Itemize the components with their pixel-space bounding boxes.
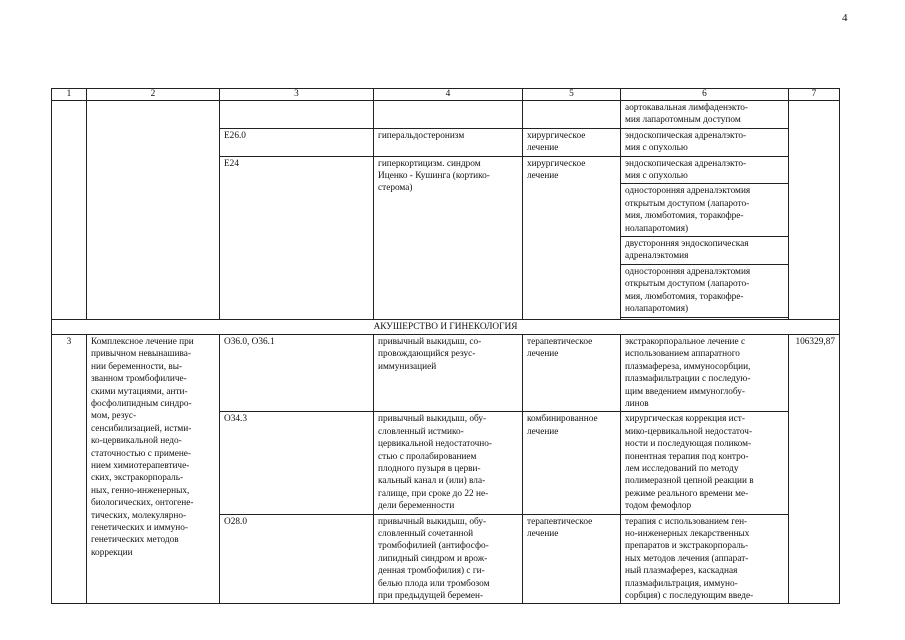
diagnosis-code-cell: O36.0, O36.1 (220, 334, 374, 411)
diagnosis-code-cell: E26.0 (220, 128, 374, 156)
treatment-type-cell: терапевтическое лечение (523, 514, 621, 604)
treatment-type-cell: терапевтическое лечение (523, 334, 621, 411)
treatment-type-cell: комбинированное лечение (523, 412, 621, 514)
column-header: 5 (523, 89, 621, 101)
table-row (52, 101, 840, 129)
method-cell: аортокавальная лимфаденэкто- мия лапаротомным доступом (621, 101, 789, 129)
method-cell: двусторонняя эндоскопическая адреналэктомия (621, 237, 789, 265)
column-number-header-row (52, 89, 840, 101)
treatment-type-cell: хирургическое лечение (523, 156, 621, 319)
price-cell: 106329,87 (789, 334, 840, 604)
method-cell: эндоскопическая адреналэкто- мия с опухолью (621, 156, 789, 184)
method-cell: односторонняя адреналэктомия открытым доступом (лапарото- мия, люмботомия, торакофре- нолапаротомия) (621, 264, 789, 317)
model-cell-empty (374, 101, 523, 129)
column-header: 3 (220, 89, 374, 101)
diagnosis-code-cell: E24 (220, 156, 374, 319)
medical-care-table (51, 88, 840, 604)
code-cell-empty (220, 101, 374, 129)
patient-model-cell: привычный выкидыш, обу- словленный сочетанной тромбофилией (антифосфо- липидный синдром и врож- денная тромбофилия) с ги- белью плода или тромбозом при предыдущей беремен- (374, 514, 523, 604)
method-cell: эндоскопическая адреналэкто- мия с опухолью (621, 128, 789, 156)
diagnosis-code-cell: O34.3 (220, 412, 374, 514)
column-header: 1 (52, 89, 87, 101)
treatment-type-cell: хирургическое лечение (523, 128, 621, 156)
patient-model-cell: гиперальдостеронизм (374, 128, 523, 156)
group-number-cell: 3 (52, 334, 87, 604)
group-name-cell: Комплексное лечение при привычном невынашива- нии беременности, вы- званном тромбофиличе- скими мутациями, анти- фосфолипидным синдро- мом, резус- сенсибилизацией, истми- ко-цервикальной недо- статочностью с примене- нием химиотерапевтиче- ских, экстракорпораль- ных, генно-инженерных, биологических, онтогене- тических, молекулярно- генетических и иммуно- генетических методов коррекции (87, 334, 220, 604)
patient-model-cell: привычный выкидыш, со- провождающийся резус- иммунизацией (374, 334, 523, 411)
treatment-cell-empty (523, 101, 621, 129)
group-name-cell-empty (87, 101, 220, 320)
method-cell: односторонняя адреналэктомия открытым доступом (лапарото- мия, люмботомия, торакофре- нолапаротомия) (621, 184, 789, 237)
method-cell: терапия с использованием ген- но-инженерных лекарственных препаратов и экстракорпораль- ных методов лечения (аппарат- ный плазмаферез, каскадная плазмафильтрация, иммуно- сорбция) с последующим введе- (621, 514, 789, 604)
diagnosis-code-cell: O28.0 (220, 514, 374, 604)
column-header: 6 (621, 89, 789, 101)
page-number: 4 (842, 12, 848, 24)
column-header: 4 (374, 89, 523, 101)
table-row (52, 334, 840, 411)
method-cell: экстракорпоральное лечение с использованием аппаратного плазмафереза, иммуносорбции, плазмафильтрации с последую- щим введением иммуноглобу- линов (621, 334, 789, 411)
price-cell-empty (789, 101, 840, 320)
group-number-cell-empty (52, 101, 87, 320)
patient-model-cell: привычный выкидыш, обу- словленный истмико- цервикальной недостаточно- стью с пролабированием плодного пузыря в церви- кальный канал и (или) вла- галище, при сроке до 22 не- дели беременности (374, 412, 523, 514)
patient-model-cell: гиперкортицизм. синдром Иценко - Кушинга (кортико- стерома) (374, 156, 523, 319)
method-cell: хирургическая коррекция ист- мико-цервикальной недостаточ- ности и последующая поликом- понентная терапия под контро- лем исследований по методу полимеразной цепной реакции в режиме реального времени ме- тодом фемофлор (621, 412, 789, 514)
section-title: АКУШЕРСТВО И ГИНЕКОЛОГИЯ (52, 319, 840, 334)
column-header: 7 (789, 89, 840, 101)
column-header: 2 (87, 89, 220, 101)
section-header-row (52, 319, 840, 334)
